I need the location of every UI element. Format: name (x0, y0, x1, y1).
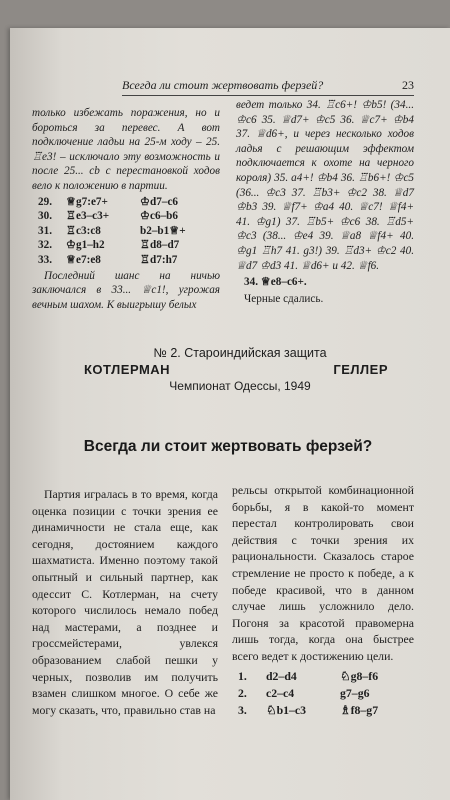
move-row (38, 224, 190, 239)
page-number: 23 (402, 78, 414, 92)
move-number: 3. (238, 702, 247, 717)
running-head (122, 78, 414, 96)
move-number: 33. (38, 253, 52, 266)
black-move: ♗f8–g7 (340, 702, 379, 717)
move-row (238, 685, 382, 702)
bottom-right-column (232, 482, 414, 720)
black-move: b2–b1♕+ (140, 224, 186, 237)
event-name: Чемпионат Одессы, 1949 (169, 379, 311, 393)
white-move: d2–d4 (266, 668, 297, 683)
moves-table (238, 668, 382, 719)
move-number: 2. (238, 685, 247, 700)
white-move: c2–c4 (266, 685, 295, 700)
move-number: 1. (238, 668, 247, 683)
running-head-title: Всегда ли стоит жертвовать ферзей? (122, 78, 324, 92)
commentary-paragraph: Последний шанс на ничью заключался в 33... ♕c1!, угрожая вечным шахом. К выигрышу белых (32, 269, 220, 311)
black-player: ГЕЛЛЕР (333, 362, 388, 377)
game-result: Черные сдались. (244, 292, 324, 305)
white-move: ♕e7:e8 (66, 253, 101, 266)
move-row (38, 238, 190, 253)
move-number: 32. (38, 239, 52, 252)
move-row (38, 209, 190, 224)
move-row (238, 668, 382, 685)
black-move: g7–g6 (340, 685, 370, 700)
section-title: Всегда ли стоит жертвовать ферзей? (83, 438, 373, 455)
body-paragraph: рельсы открытой комбинационной борьбы, я в какой-то момент перестал контролировать свои действия с точки зрения их рациональности. Сказалось старое стремление не просто к победе, а к победе красивой, что в данном случае лишь усложнило дело. Погоня за красотой правомерна лишь тогда, когда она быстрее всего ведет к достижению цели. (232, 483, 414, 663)
move-number: 29. (38, 195, 52, 208)
black-move: ♔c6–b6 (140, 210, 178, 223)
top-left-column (32, 106, 220, 312)
white-move: ♔g1–h2 (66, 239, 105, 252)
black-move: ♔d7–c6 (140, 195, 178, 208)
white-move: ♕g7:e7+ (66, 195, 108, 208)
moves-table (38, 195, 190, 268)
game-header (70, 346, 410, 393)
move-number: 30. (38, 210, 52, 223)
black-move: ♘g8–f6 (340, 668, 379, 683)
move-number: 31. (38, 224, 52, 237)
white-player: КОТЛЕРМАН (84, 362, 171, 377)
move-row (38, 195, 190, 210)
final-move: 34. ♕e8–c6+. (244, 276, 307, 289)
white-move: ♖e3–c3+ (66, 210, 110, 223)
black-move: ♖d8–d7 (140, 239, 180, 252)
white-move: ♘b1–c3 (266, 702, 307, 717)
black-move: ♖d7:h7 (140, 253, 178, 266)
game-number: № 2. Староиндийская защита (153, 346, 327, 360)
move-row (38, 253, 190, 268)
body-paragraph: Партия игралась в то время, когда оценка позиции с точки зрения ее динамичности не стала еще, как сегодня, достоянием каждого шахматиста. Именно поэтому такой опытный и сильный партнер, как одессит С. Котлерман, на счету которого числилось немало побед над мастерами, а позднее и гроссмейстерами, увлекся образованием слабой пешки у черных, позволив им получить взамен слишком многое. О себе же могу сказать, что, правильно став на (32, 487, 218, 717)
bottom-left-column (32, 486, 218, 718)
commentary-paragraph: ведет только 34. ♖c6+! ♔b5! (34... ♔c6 35. ♕d7+ ♔c5 36. ♕c7+ ♔b4 37. ♕d6+, и через несколько ходов ладья с решающим эффектом подключается к охоте на черного короля) 35. a4+! ♔b4 36. ♖b6+! ♔c5 (36... ♔c3 37. ♖b3+ ♔c2 38. ♕d7 ♔b3 39. ♕f7+ ♔a4 40. ♕c7! ♕f4+ 41. ♔g1) 37. ♖b5+ ♔c6 38. ♖d5+ ♔c3 (38... ♔e4 39. ♕a8 ♕f4+ 40. ♔g1 ♖h7 41. g3!) 39. ♖d3+ ♔c2 40. ♕d7 ♔d3 41. ♕d6+ и 42. ♕f6. (236, 99, 414, 272)
players (70, 360, 410, 378)
move-row (238, 702, 382, 719)
top-right-column (236, 98, 414, 306)
book-page (10, 28, 450, 800)
commentary-paragraph: только избежать поражения, но и бороться за перевес. А вот подключение ладьи на 25-м ходу – 25. ♖e3! – исключало эту возможность и после 25... cb с перестановкой ходов вело к положению в партии. (32, 107, 220, 192)
white-move: ♖c3:c8 (66, 224, 101, 237)
